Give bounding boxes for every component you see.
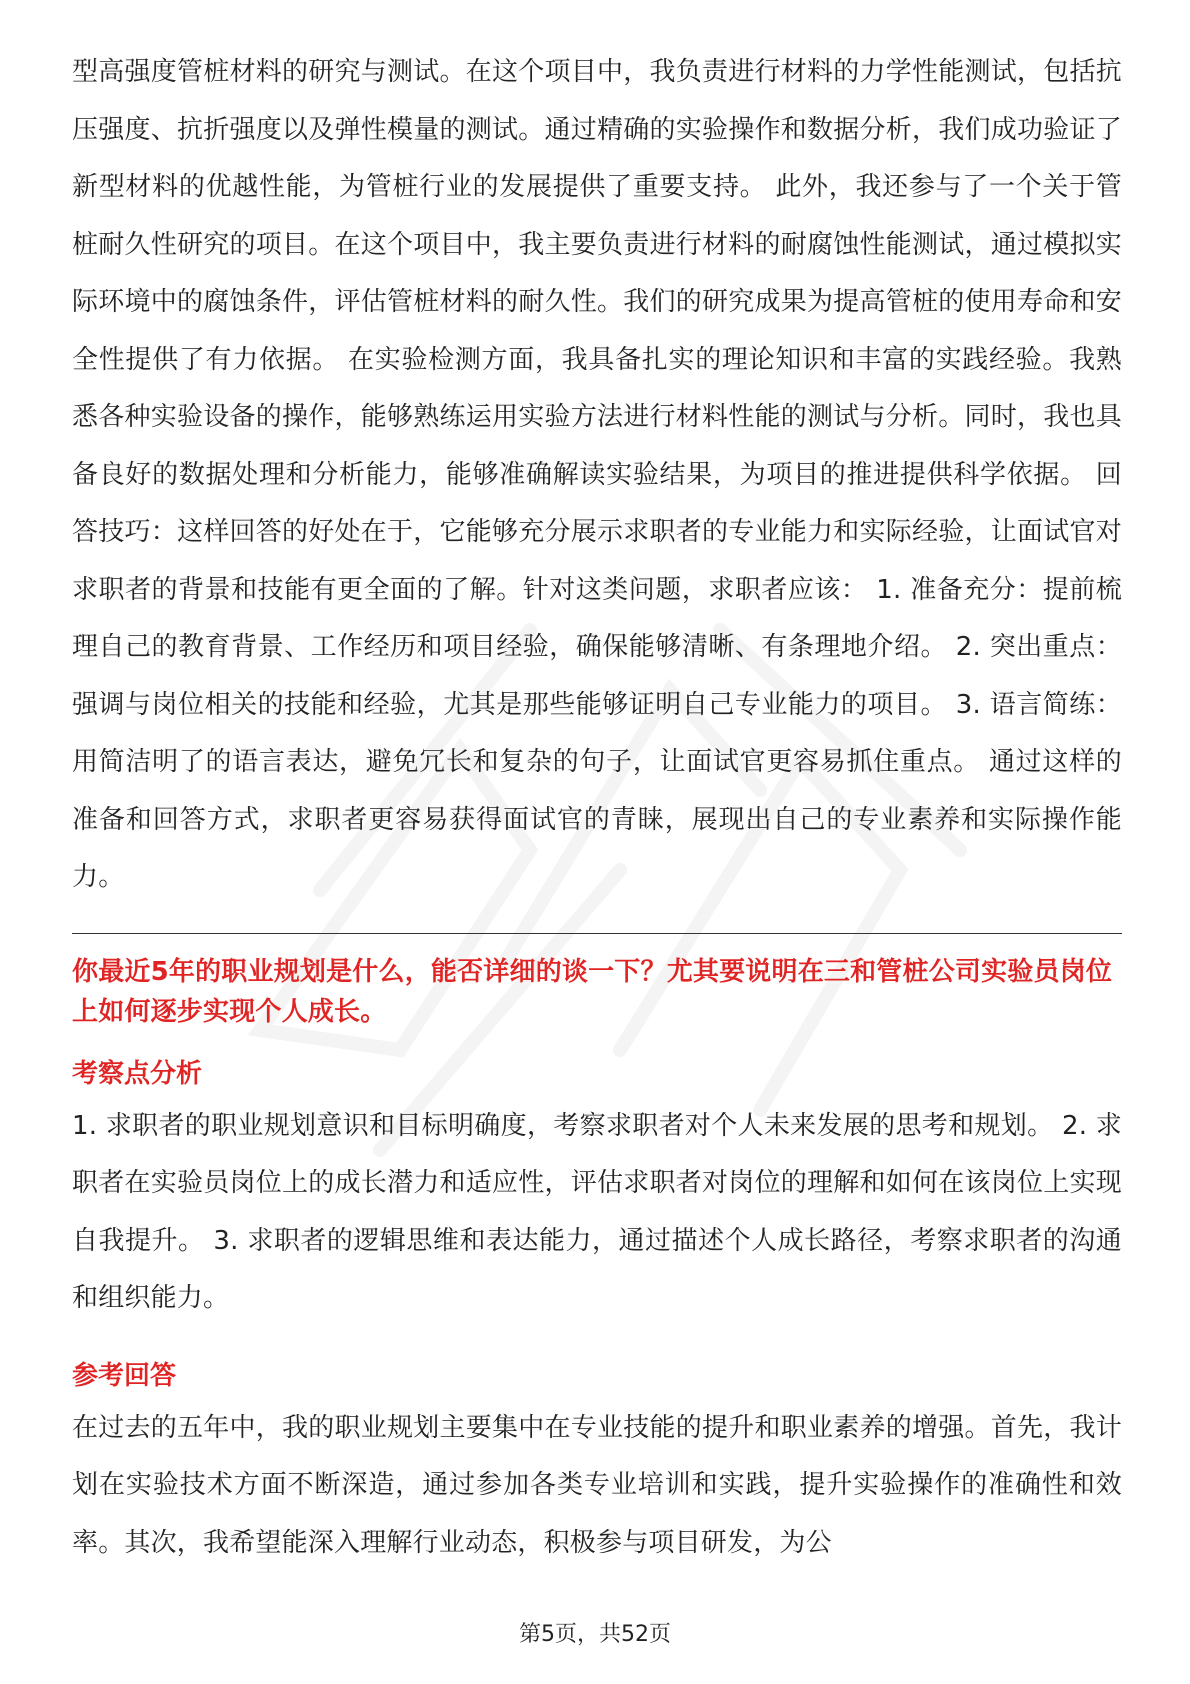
analysis-text: 1. 求职者的职业规划意识和目标明确度，考察求职者对个人未来发展的思考和规划。 2. 求职者在实验员岗位上的成长潜力和适应性，评估求职者对岗位的理解和如何在该岗位上实现自我提升。 3. 求职者的逻辑思维和表达能力，通过描述个人成长路径，考察求职者的沟通和组织能力。 bbox=[72, 1110, 1122, 1313]
section-divider bbox=[72, 933, 1122, 934]
question-heading: 你最近5年的职业规划是什么，能否详细的谈一下？尤其要说明在三和管桩公司实验员岗位上如何逐步实现个人成长。 bbox=[72, 956, 1113, 1027]
analysis-heading: 考察点分析 bbox=[72, 1058, 203, 1089]
reference-text: 在过去的五年中，我的职业规划主要集中在专业技能的提升和职业素养的增强。首先，我计划在实验技术方面不断深造，通过参加各类专业培训和实践，提升实验操作的准确性和效率。其次，我希望能深入理解行业动态，积极参与项目研发，为公 bbox=[72, 1412, 1122, 1558]
page-content bbox=[72, 44, 1122, 1572]
reference-heading: 参考回答 bbox=[72, 1360, 177, 1391]
intro-paragraph: 型高强度管桩材料的研究与测试。在这个项目中，我负责进行材料的力学性能测试，包括抗压强度、抗折强度以及弹性模量的测试。通过精确的实验操作和数据分析，我们成功验证了新型材料的优越性能，为管桩行业的发展提供了重要支持。 此外，我还参与了一个关于管桩耐久性研究的项目。在这个项目中，我主要负责进行材料的耐腐蚀性能测试，通过模拟实际环境中的腐蚀条件，评估管桩材料的耐久性。我们的研究成果为提高管桩的使用寿命和安全性提供了有力依据。 在实验检测方面，我具备扎实的理论知识和丰富的实践经验。我熟悉各种实验设备的操作，能够熟练运用实验方法进行材料性能的测试与分析。同时，我也具备良好的数据处理和分析能力，能够准确解读实验结果，为项目的推进提供科学依据。 回答技巧：这样回答的好处在于，它能够充分展示求职者的专业能力和实际经验，让面试官对求职者的背景和技能有更全面的了解。针对这类问题，求职者应该： 1. 准备充分：提前梳理自己的教育背景、工作经历和项目经验，确保能够清晰、有条理地介绍。 2. 突出重点：强调与岗位相关的技能和经验，尤其是那些能够证明自己专业能力的项目。 3. 语言简练：用简洁明了的语言表达，避免冗长和复杂的句子，让面试官更容易抓住重点。 通过这样的准备和回答方式，求职者更容易获得面试官的青睐，展现出自己的专业素养和实际操作能力。 bbox=[72, 57, 1123, 892]
page-indicator: 第5页，共52页 bbox=[519, 1622, 671, 1647]
